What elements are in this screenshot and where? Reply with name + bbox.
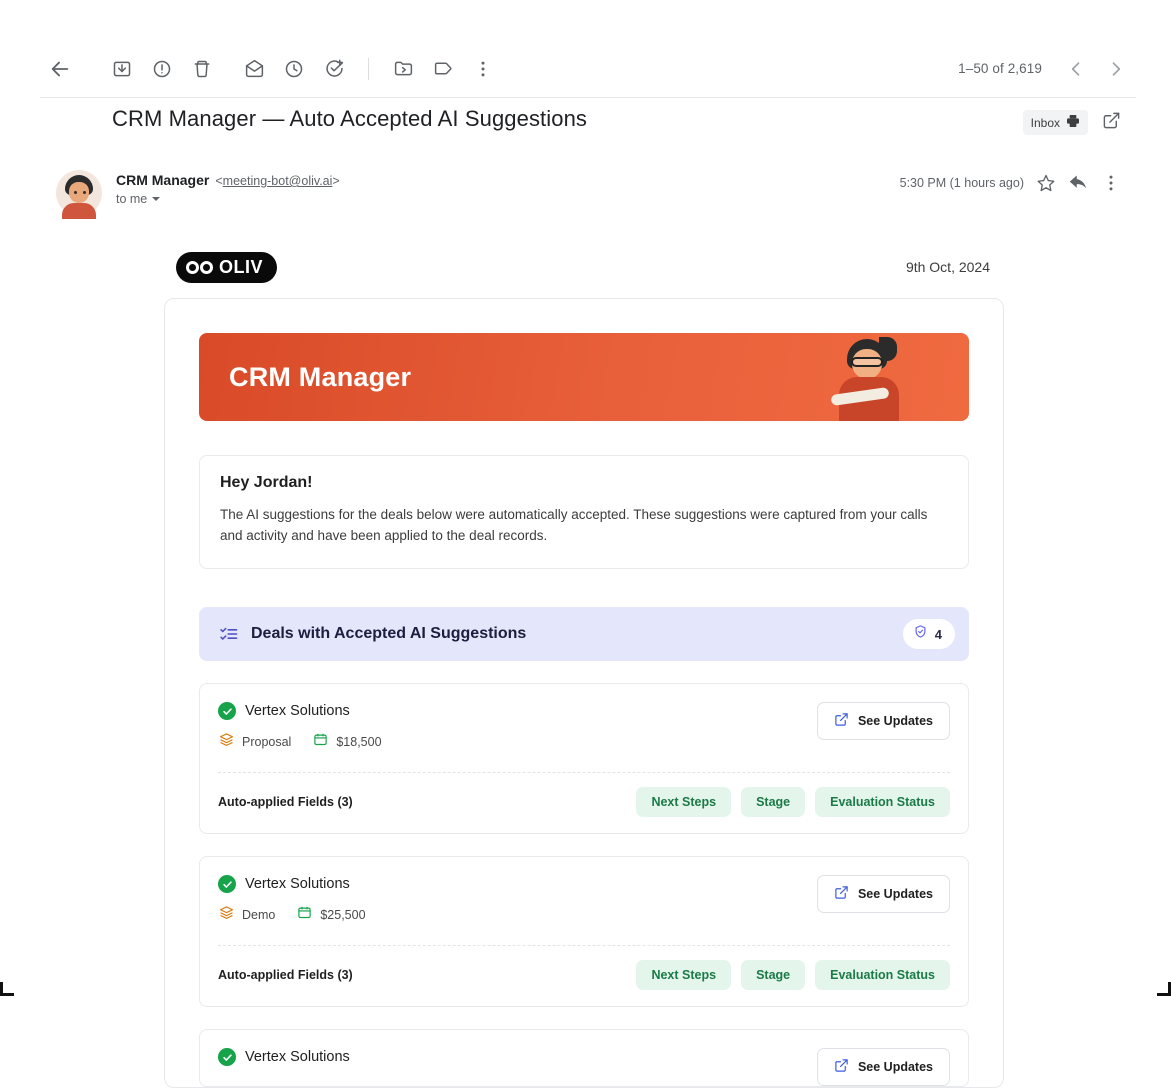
chevron-down-icon — [152, 197, 160, 201]
greeting-box — [199, 455, 969, 569]
message-header — [56, 170, 1121, 216]
printer-icon — [1065, 113, 1081, 132]
see-updates-button[interactable] — [817, 702, 950, 740]
see-updates-button[interactable] — [817, 875, 950, 913]
deal-top — [218, 875, 950, 925]
subject-actions — [1023, 104, 1121, 135]
avatar-eye-left — [74, 191, 77, 194]
recipient-toggle[interactable] — [116, 192, 340, 206]
see-updates-label: See Updates — [857, 887, 933, 901]
more-options-icon[interactable] — [1101, 173, 1121, 193]
see-updates-button[interactable] — [817, 1048, 950, 1086]
hero-illustration — [825, 337, 921, 421]
section-header-deals — [199, 607, 969, 661]
deal-card[interactable] — [199, 1029, 969, 1087]
delete-icon[interactable] — [182, 49, 222, 89]
reply-icon[interactable] — [1068, 172, 1089, 193]
sender-info — [116, 170, 340, 206]
star-icon[interactable] — [1036, 173, 1056, 193]
deal-amount — [297, 905, 365, 925]
deal-amount-text: $25,500 — [320, 908, 366, 922]
back-icon[interactable] — [40, 49, 80, 89]
add-to-tasks-icon[interactable] — [314, 49, 354, 89]
stack-icon — [219, 905, 234, 925]
archive-icon[interactable] — [102, 49, 142, 89]
see-updates-label: See Updates — [857, 714, 933, 728]
section-count: 4 — [934, 626, 942, 642]
greeting-text: The AI suggestions for the deals below were automatically accepted. These suggestions were captured from your calls and activity and have been applied to the deal records. — [220, 507, 928, 543]
deal-top — [218, 702, 950, 752]
logo-ring-right — [200, 261, 213, 274]
screenshot-corner-mark — [1157, 982, 1171, 996]
sender-name: CRM Manager — [116, 172, 210, 188]
oliv-logo-text: OLIV — [219, 256, 264, 277]
field-chips — [636, 960, 950, 990]
deal-info — [218, 1048, 350, 1066]
sender-email[interactable]: <meeting-bot@oliv.ai> — [215, 174, 340, 188]
auto-applied-fields-label: Auto-applied Fields (3) — [218, 968, 353, 982]
check-circle-icon — [218, 875, 236, 893]
deal-card[interactable] — [199, 856, 969, 1007]
pagination-count: 1–50 of 2,619 — [958, 61, 1042, 76]
move-to-icon[interactable] — [383, 49, 423, 89]
checklist-icon — [219, 624, 239, 644]
deal-info — [218, 702, 382, 752]
field-chip-stage[interactable]: Stage — [741, 787, 805, 817]
deal-meta — [219, 905, 366, 925]
avatar-eye-right — [83, 191, 86, 194]
field-chips — [636, 787, 950, 817]
avatar — [56, 170, 102, 216]
money-icon — [297, 905, 312, 925]
field-chip-evaluation-status[interactable]: Evaluation Status — [815, 787, 950, 817]
field-chip-evaluation-status[interactable]: Evaluation Status — [815, 960, 950, 990]
external-link-icon — [834, 885, 849, 903]
deal-stage — [219, 905, 275, 925]
deal-amount-text: $18,500 — [336, 735, 382, 749]
deal-bottom — [218, 773, 950, 833]
older-page-button[interactable] — [1096, 49, 1136, 89]
page-title: CRM Manager — Auto Accepted AI Suggestions — [112, 106, 588, 131]
email-body — [164, 236, 1004, 1088]
hero-title: CRM Manager — [229, 361, 412, 392]
email-body-header — [164, 236, 1004, 298]
glasses-icon — [851, 357, 883, 367]
logo-ring-left — [186, 261, 199, 274]
deal-stage-text: Demo — [242, 908, 276, 922]
stack-icon — [219, 732, 234, 752]
check-circle-icon — [218, 1048, 236, 1066]
screenshot-corner-mark — [0, 982, 14, 996]
deal-name: Vertex Solutions — [245, 876, 350, 892]
mail-toolbar — [40, 40, 1136, 98]
report-spam-icon[interactable] — [142, 49, 182, 89]
snooze-icon[interactable] — [274, 49, 314, 89]
deal-name-row — [218, 875, 366, 893]
email-date: 9th Oct, 2024 — [905, 259, 990, 275]
email-card — [164, 298, 1004, 1088]
deal-info — [218, 875, 366, 925]
deal-name-row — [218, 702, 382, 720]
field-chip-next-steps[interactable]: Next Steps — [636, 960, 731, 990]
recipient-label: to me — [116, 192, 148, 206]
inbox-label-chip[interactable] — [1023, 110, 1088, 135]
status-badge — [903, 619, 955, 649]
greeting-title: Hey Jordan! — [220, 474, 313, 491]
toolbar-divider — [368, 58, 369, 80]
hero-banner — [199, 333, 969, 421]
shield-icon — [913, 624, 928, 644]
external-link-icon — [834, 1058, 849, 1076]
deal-meta — [219, 732, 382, 752]
deal-name-row — [218, 1048, 350, 1066]
auto-applied-fields-label: Auto-applied Fields (3) — [218, 795, 353, 809]
sender-line — [116, 172, 340, 188]
oliv-logo-icon — [186, 261, 213, 274]
deal-card[interactable] — [199, 683, 969, 834]
deal-name: Vertex Solutions — [245, 703, 350, 719]
mark-unread-icon[interactable] — [234, 49, 274, 89]
check-circle-icon — [218, 702, 236, 720]
see-updates-label: See Updates — [857, 1060, 933, 1074]
avatar-face — [69, 182, 89, 203]
newer-page-button[interactable] — [1056, 49, 1096, 89]
more-options-icon[interactable] — [463, 49, 503, 89]
message-actions — [900, 170, 1121, 193]
external-link-icon — [834, 712, 849, 730]
oliv-logo — [176, 252, 277, 283]
section-title: Deals with Accepted AI Suggestions — [251, 625, 527, 642]
money-icon — [313, 732, 328, 752]
sender-email-link[interactable]: meeting-bot@oliv.ai — [222, 174, 333, 188]
field-chip-next-steps[interactable]: Next Steps — [636, 787, 731, 817]
labels-icon[interactable] — [423, 49, 463, 89]
message-timestamp: 5:30 PM (1 hours ago) — [899, 175, 1024, 190]
avatar-body — [62, 203, 96, 219]
subject-row — [112, 104, 1121, 135]
deal-bottom — [218, 946, 950, 1006]
deal-stage-text: Proposal — [242, 735, 292, 749]
deal-amount — [313, 732, 381, 752]
deal-name: Vertex Solutions — [245, 1049, 350, 1065]
open-in-new-window-icon[interactable] — [1102, 111, 1121, 135]
inbox-label-text: Inbox — [1030, 115, 1060, 130]
field-chip-stage[interactable]: Stage — [741, 960, 805, 990]
deal-top — [218, 1048, 950, 1086]
deal-stage — [219, 732, 291, 752]
